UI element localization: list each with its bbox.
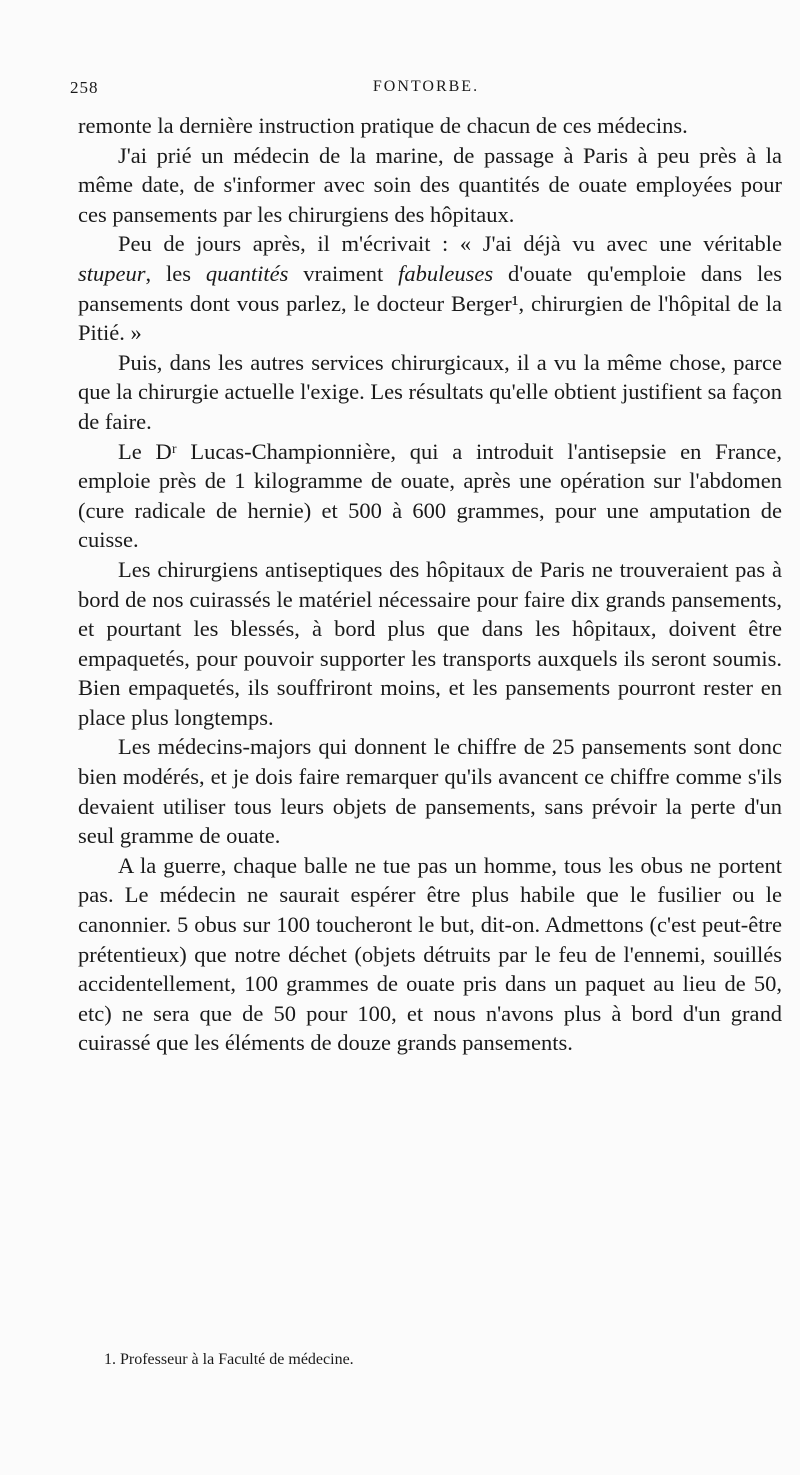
italic-fabuleuses: fabuleuses xyxy=(398,260,494,286)
running-title: FONTORBE. xyxy=(372,78,480,95)
paragraph-4: Puis, dans les autres services chirurgicaux, il a vu la même chose, parce que la chirurgie actuelle l'exige. Les résultats qu'elle obtient justifient sa façon de faire. xyxy=(78,349,782,434)
paragraph-3-part-d: d'ouate qu'emploie dans les pansements dont vous parlez, le docteur Berger¹, chirurgien de l'hôpital de la Pitié. » xyxy=(78,260,782,346)
paragraph-3 xyxy=(78,229,782,347)
footnote: 1. Professeur à la Faculté de médecine. xyxy=(104,1351,354,1368)
paragraph-5: Le Dʳ Lucas-Championnière, qui a introduit l'antisepsie en France, emploie près de 1 kilogramme de ouate, après une opération sur l'abdomen (cure radicale de hernie) et 500 à 600 grammes, pour une amputation de cuisse. xyxy=(78,438,782,553)
italic-stupeur: stupeur xyxy=(78,260,146,286)
italic-quantites: quantités xyxy=(205,260,289,286)
paragraph-8: A la guerre, chaque balle ne tue pas un homme, tous les obus ne portent pas. Le médecin ne saurait espérer être plus habile que le fusilier ou le canonnier. 5 obus sur 100 toucheront le but, dit-on. Admettons (c'est peut-être prétentieux) que notre déchet (objets détruits par le feu de l'ennemi, souillés accidentellement, 100 grammes de ouate pris dans un paquet au lieu de 50, etc) ne sera que de 50 pour 100, et nous n'avons plus à bord d'un grand cuirassé que les éléments de douze grands pansements. xyxy=(78,852,782,1056)
paragraph-3-part-a: Peu de jours après, il m'écrivait : « J'ai déjà vu avec une véritable xyxy=(118,231,782,257)
paragraph-6: Les chirurgiens antiseptiques des hôpitaux de Paris ne trouveraient pas à bord de nos cuirassés le matériel nécessaire pour faire dix grands pansements, et pourtant les blessés, à bord plus que dans les hôpitaux, doivent être empaquetés, pour pouvoir supporter les transports auxquels ils seront soumis. Bien empaquetés, ils souffriront moins, et les pansements pourront rester en place plus longtemps. xyxy=(78,556,782,730)
paragraph-7: Les médecins-majors qui donnent le chiffre de 25 pansements sont donc bien modérés, et je dois faire remarquer qu'ils avancent ce chiffre comme s'ils devaient utiliser tous leurs objets de pansements, sans prévoir la perte d'un seul gramme de ouate. xyxy=(78,734,782,849)
paragraph-1: remonte la dernière instruction pratique de chacun de ces médecins. xyxy=(78,113,688,138)
paragraph-3-part-c: vraiment xyxy=(288,260,399,286)
paragraph-2: J'ai prié un médecin de la marine, de passage à Paris à peu près à la même date, de s'informer avec soin des quantités de ouate employées pour ces pansements par les chirurgiens des hôpitaux. xyxy=(78,142,782,227)
running-head xyxy=(70,78,782,104)
body-text xyxy=(78,111,782,1058)
page-number: 258 xyxy=(70,78,99,97)
paragraph-3-part-b: , les xyxy=(145,260,206,286)
